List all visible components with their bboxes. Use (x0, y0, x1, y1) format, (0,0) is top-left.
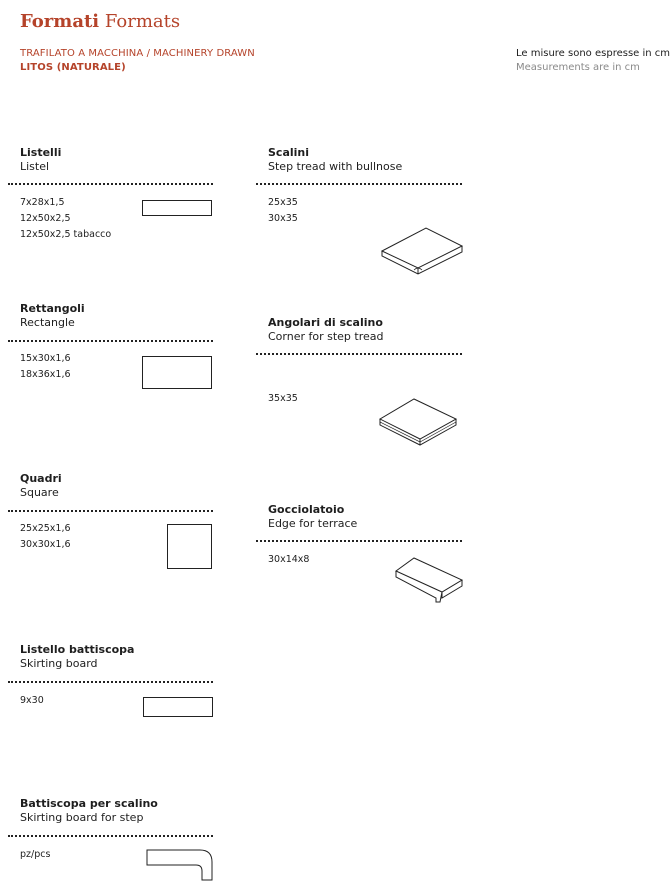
dotted-divider (256, 540, 462, 542)
section-listelli (20, 146, 61, 174)
section-title-it: Gocciolatoio (268, 503, 345, 516)
size-list (268, 552, 309, 568)
section-title-en: Square (20, 486, 59, 499)
section-title-it: Listello battiscopa (20, 643, 135, 656)
subtitle-line1: TRAFILATO A MACCHINA / MACHINERY DRAWN (20, 48, 255, 59)
section-title-it: Rettangoli (20, 302, 85, 315)
size-list (20, 693, 44, 709)
size-item: 25x25x1,6 (20, 523, 71, 534)
measure-note-it: Le misure sono espresse in cm (516, 48, 671, 59)
square-shape-icon (167, 524, 212, 569)
section-title-en: Corner for step tread (268, 330, 384, 343)
size-list (268, 391, 298, 407)
section-battiscopa-scalino (20, 797, 158, 825)
section-title-it: Listelli (20, 146, 62, 159)
listel-shape-icon (142, 200, 212, 216)
section-title-en: Listel (20, 160, 50, 173)
size-item: 18x36x1,6 (20, 369, 71, 380)
section-title-it: Quadri (20, 472, 62, 485)
size-item: 7x28x1,5 (20, 197, 65, 208)
size-item: pz/pcs (20, 849, 51, 860)
section-title-en: Rectangle (20, 316, 75, 329)
section-angolari (268, 316, 384, 344)
size-item: 35x35 (268, 393, 298, 404)
dotted-divider (256, 183, 462, 185)
section-battiscopa (20, 643, 134, 671)
dotted-divider (8, 340, 213, 342)
section-rettangoli (20, 302, 85, 330)
title-bold: Formati (20, 11, 100, 32)
size-item: 12x50x2,5 (20, 213, 71, 224)
section-scalini (268, 146, 402, 174)
size-list (20, 195, 111, 243)
rectangle-shape-icon (142, 356, 212, 389)
size-item: 30x14x8 (268, 554, 310, 565)
page-title (20, 11, 180, 32)
dotted-divider (8, 183, 213, 185)
size-list (20, 521, 71, 553)
size-list (20, 351, 71, 383)
section-gocciolatoio (268, 503, 357, 531)
size-item: 15x30x1,6 (20, 353, 71, 364)
step-corner-icon (378, 397, 458, 447)
size-item: 25x35 (268, 197, 298, 208)
section-title-en: Skirting board for step (20, 811, 144, 824)
section-title-it: Scalini (268, 146, 310, 159)
size-item: 12x50x2,5 tabacco (20, 229, 112, 240)
section-quadri (20, 472, 62, 500)
section-title-it: Angolari di scalino (268, 316, 383, 329)
subtitle-line2: LITOS (NATURALE) (20, 62, 126, 73)
size-list (20, 847, 50, 863)
size-list (268, 195, 298, 227)
size-item: 30x30x1,6 (20, 539, 71, 550)
measure-note-en: Measurements are in cm (516, 62, 640, 73)
section-title-en: Skirting board (20, 657, 98, 670)
dotted-divider (256, 353, 462, 355)
dotted-divider (8, 835, 213, 837)
step-skirting-shape-icon (146, 849, 214, 881)
size-item: 30x35 (268, 213, 298, 224)
skirting-shape-icon (143, 697, 213, 717)
dotted-divider (8, 510, 213, 512)
step-tread-icon (380, 226, 464, 274)
size-item: 9x30 (20, 695, 44, 706)
title-light: Formats (104, 11, 181, 32)
terrace-edge-icon (394, 556, 464, 604)
section-title-it: Battiscopa per scalino (20, 797, 158, 810)
section-title-en: Edge for terrace (268, 517, 358, 530)
section-title-en: Step tread with bullnose (268, 160, 403, 173)
dotted-divider (8, 681, 213, 683)
